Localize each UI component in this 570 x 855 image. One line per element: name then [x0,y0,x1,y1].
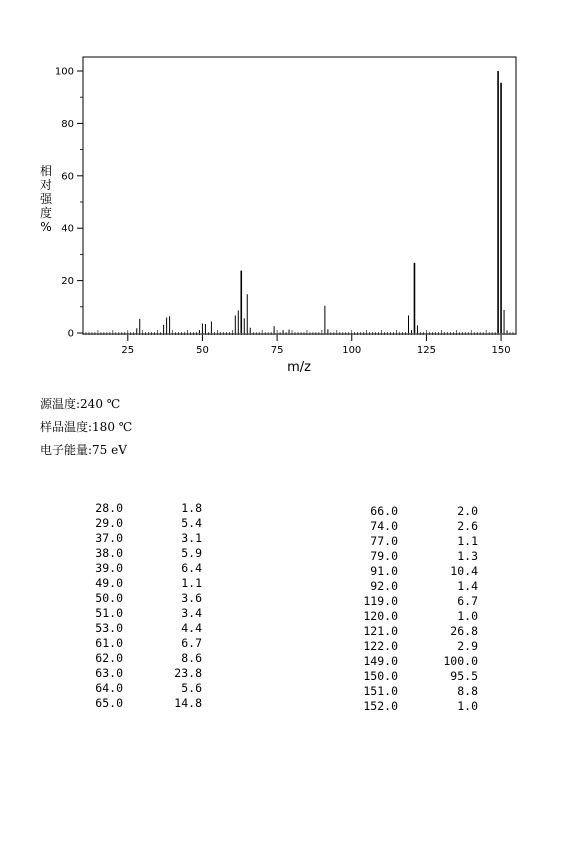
peak-mz: 65.0 [95,696,123,710]
peak-table-row [348,579,478,594]
peak-mz: 120.0 [363,609,398,623]
peak-table-row [78,591,202,606]
y-axis-label [40,163,53,234]
x-tick-label: 75 [270,345,284,356]
peak-table-row [348,519,478,534]
peak-mz: 51.0 [95,606,123,620]
peak-mz: 49.0 [95,576,123,590]
peak-intensity: 6.4 [181,561,202,575]
peak-table-row [78,576,202,591]
peak-table-row [78,696,202,711]
peak-table-row [348,594,478,609]
peak-table-row [78,546,202,561]
peak-intensity: 6.7 [457,594,478,608]
peak-mz: 66.0 [370,504,398,518]
peak-intensity: 4.4 [181,621,202,635]
peak-table-row [78,531,202,546]
peak-mz: 61.0 [95,636,123,650]
y-axis-ticks [55,67,83,340]
peak-mz: 39.0 [95,561,123,575]
peak-mz: 151.0 [363,684,398,698]
peak-table-row [348,669,478,684]
peak-mz: 149.0 [363,654,398,668]
peak-table-row [348,699,478,714]
peak-mz: 53.0 [95,621,123,635]
peak-table-row [348,684,478,699]
peak-intensity: 8.8 [457,684,478,698]
peak-intensity: 95.5 [450,669,478,683]
x-tick-label: 100 [342,345,362,356]
peak-table-row [78,681,202,696]
peak-mz: 122.0 [363,639,398,653]
mass-spectrum-chart [0,0,570,380]
peak-mz: 62.0 [95,651,123,665]
peak-intensity: 1.3 [457,549,478,563]
sample-temperature-label: 样品温度: [40,420,93,434]
peak-table-row [78,621,202,636]
x-tick-label: 150 [491,345,511,356]
peak-table-row [78,561,202,576]
peak-table-row [348,504,478,519]
peak-intensity: 3.6 [181,591,202,605]
peak-intensity: 14.8 [174,696,202,710]
peak-table-row [348,564,478,579]
peak-table-right [348,504,478,714]
peak-table-row [78,516,202,531]
peak-intensity: 26.8 [450,624,478,638]
peak-intensity: 6.7 [181,636,202,650]
peak-intensity: 2.9 [457,639,478,653]
spectrum-peaks [137,71,507,333]
peak-intensity: 3.4 [181,606,202,620]
peak-mz: 92.0 [370,579,398,593]
peak-table-row [348,549,478,564]
peak-mz: 64.0 [95,681,123,695]
electron-energy-value: 75 eV [92,443,127,457]
peak-table-row [78,501,202,516]
source-temperature-label: 源温度: [40,397,81,411]
peak-intensity: 1.0 [457,699,478,713]
peak-table-row [348,609,478,624]
y-tick-label: 40 [61,223,74,235]
peak-mz: 150.0 [363,669,398,683]
peak-table-row [78,651,202,666]
x-tick-label: 50 [196,345,209,356]
peak-intensity: 2.0 [457,504,478,518]
y-tick-label: 100 [54,66,74,78]
peak-intensity: 1.8 [181,501,202,515]
peak-intensity: 1.4 [457,579,478,593]
electron-energy-label: 电子能量: [40,443,93,457]
peak-mz: 28.0 [95,501,123,515]
peak-mz: 38.0 [95,546,123,560]
peak-table-row [78,636,202,651]
peak-mz: 91.0 [370,564,398,578]
x-axis-ticks [121,335,510,356]
peak-intensity: 5.6 [181,681,202,695]
peak-intensity: 1.0 [457,609,478,623]
peak-intensity: 5.9 [181,546,202,560]
source-temperature [40,397,120,411]
peak-intensity: 8.6 [181,651,202,665]
sample-temperature [40,420,132,434]
peak-table-row [78,666,202,681]
peak-table-row [348,624,478,639]
sample-temperature-value: 180 ℃ [92,420,133,434]
peak-intensity: 10.4 [450,564,478,578]
peak-mz: 121.0 [363,624,398,638]
peak-table-left [78,501,202,711]
peak-mz: 63.0 [95,666,123,680]
plot-frame [83,57,516,334]
peak-mz: 50.0 [95,591,123,605]
peak-mz: 79.0 [370,549,398,563]
peak-mz: 119.0 [363,594,398,608]
peak-mz: 74.0 [370,519,398,533]
y-tick-label: 20 [61,276,74,288]
y-tick-label: 80 [61,118,74,130]
x-axis-label: m/z [287,360,311,375]
peak-mz: 152.0 [363,699,398,713]
peak-mz: 77.0 [370,534,398,548]
peak-intensity: 2.6 [457,519,478,533]
electron-energy [40,443,127,457]
peak-intensity: 100.0 [443,654,478,668]
peak-intensity: 1.1 [457,534,478,548]
peak-mz: 29.0 [95,516,123,530]
x-tick-label: 125 [416,345,436,356]
peak-table-row [348,534,478,549]
peak-intensity: 1.1 [181,576,202,590]
x-tick-label: 25 [121,345,135,356]
svg-text:相对强度%: 相对强度% [39,164,53,234]
y-tick-label: 0 [67,328,74,340]
peak-intensity: 3.1 [181,531,202,545]
peak-table-row [348,639,478,654]
peak-table-row [78,606,202,621]
y-tick-label: 60 [61,171,74,183]
peak-intensity: 23.8 [174,666,202,680]
peak-mz: 37.0 [95,531,123,545]
peak-table-row [348,654,478,669]
peak-intensity: 5.4 [181,516,202,530]
source-temperature-value: 240 ℃ [80,397,121,411]
